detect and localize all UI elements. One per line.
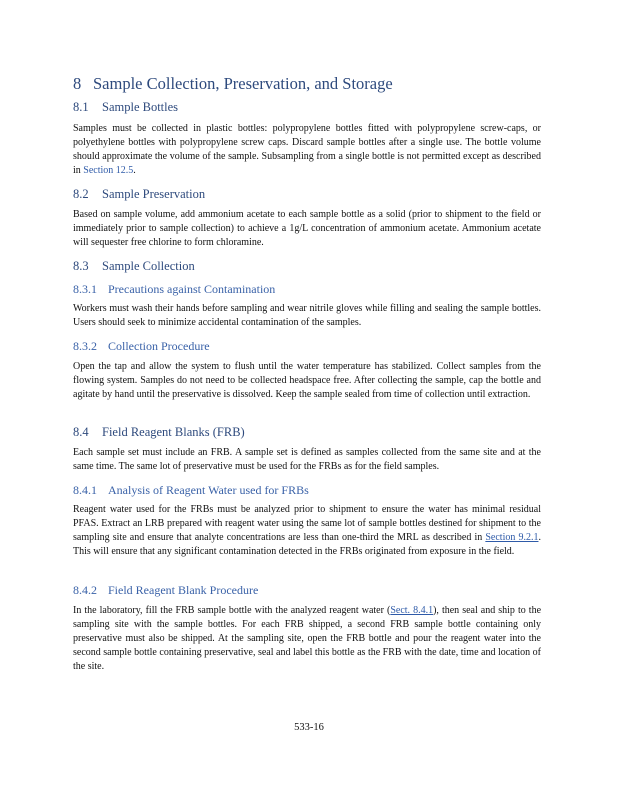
section-8-3-2-heading: [73, 339, 210, 354]
section-number: 8.2: [73, 187, 89, 201]
section-8-3-1-paragraph: Workers must wash their hands before sampling and wear nitrile gloves while filling and sealing the sample bottles. Users should seek to minimize accidental contamination of the samples.: [73, 303, 541, 328]
section-title: Field Reagent Blanks (FRB): [102, 425, 245, 439]
section-number: 8.3.2: [73, 339, 97, 353]
section-number: 8.4: [73, 425, 89, 439]
section-8-4-2-paragraph: In the laboratory, fill the FRB sample bottle with the analyzed reagent water (Sect. 8.4.1), then seal and ship to the sampling site with the sample bottles. For each FRB shipped, a second FRB sample bottle containing only preservative must also be shipped. At the sampling site, open the FRB bottle and pour the reagent water into the second sample bottle containing preservative, seal and label this bottle as the FRB with the date, time and location of the site.: [73, 605, 542, 672]
section-link[interactable]: Sect. 8.4.1: [390, 605, 434, 616]
section-8-4-1-paragraph: Reagent water used for the FRBs must be analyzed prior to shipment to ensure the water has minimal residual PFAS. Extract an LRB prepared with reagent water using the same lot of sample bottles destined for shipment to the sampling site and ensure that analyte concentrations are less than one-third the MRL as described in Section 9.2.1. This will ensure that any significant contamination detected in the FRBs originated from exposure in the field.: [73, 504, 541, 557]
section-number: 8.3: [73, 259, 89, 273]
section-number: 8: [73, 74, 82, 93]
section-8-2-heading: [73, 187, 205, 202]
section-8-3-1-heading: [73, 282, 275, 297]
section-title: Sample Preservation: [102, 187, 206, 201]
section-8-1-heading: [73, 100, 178, 115]
section-8-3-heading: [73, 259, 195, 274]
section-8-1-paragraph: Samples must be collected in plastic bottles: polypropylene bottles fitted with polypropylene screw-caps, or polyethylene bottles with polypropylene screw caps. Discard sample bottles after a single use. The bottle volume should approximate the volume of the sample. Subsampling from a single bottle is not permitted except as described in Section 12.5.: [73, 123, 541, 176]
page-number: 533-16: [294, 722, 324, 733]
section-number: 8.3.1: [73, 282, 97, 296]
section-8-heading: [73, 74, 393, 94]
section-number: 8.4.2: [73, 583, 97, 597]
section-title: Precautions against Contamination: [108, 282, 276, 296]
section-8-4-2-heading: [73, 583, 258, 598]
section-title: Sample Bottles: [102, 100, 179, 114]
section-8-3-2-paragraph: Open the tap and allow the system to flush until the water temperature has stabilized. Collect samples from the flowing system. Samples do not need to be collected headspace free. After collecting the sample, cap the bottle and agitate by hand until the preservative is dissolved. Keep the sample sealed from time of collection until extraction.: [73, 361, 541, 400]
section-title: Analysis of Reagent Water used for FRBs: [108, 483, 309, 497]
section-8-2-paragraph: Based on sample volume, add ammonium acetate to each sample bottle as a solid (prior to shipment to the field or immediately prior to sample collection) to achieve a 1g/L concentration of ammonium acetate. Ammonium acetate will sequester free chlorine to form chloramine.: [73, 209, 541, 248]
section-title: Collection Procedure: [108, 339, 210, 353]
section-number: 8.1: [73, 100, 89, 114]
section-8-4-1-heading: [73, 483, 309, 498]
section-number: 8.4.1: [73, 483, 97, 497]
section-link[interactable]: Section 12.5: [83, 165, 134, 176]
section-title: Sample Collection, Preservation, and Storage: [93, 74, 393, 93]
section-8-4-heading: [73, 425, 245, 440]
section-8-4-paragraph: Each sample set must include an FRB. A sample set is defined as samples collected from the same site and at the same time. The same lot of preservative must be used for the FRBs as for the field samples.: [73, 447, 541, 472]
section-link[interactable]: Section 9.2.1: [485, 532, 539, 543]
section-title: Field Reagent Blank Procedure: [108, 583, 259, 597]
section-title: Sample Collection: [102, 259, 195, 273]
